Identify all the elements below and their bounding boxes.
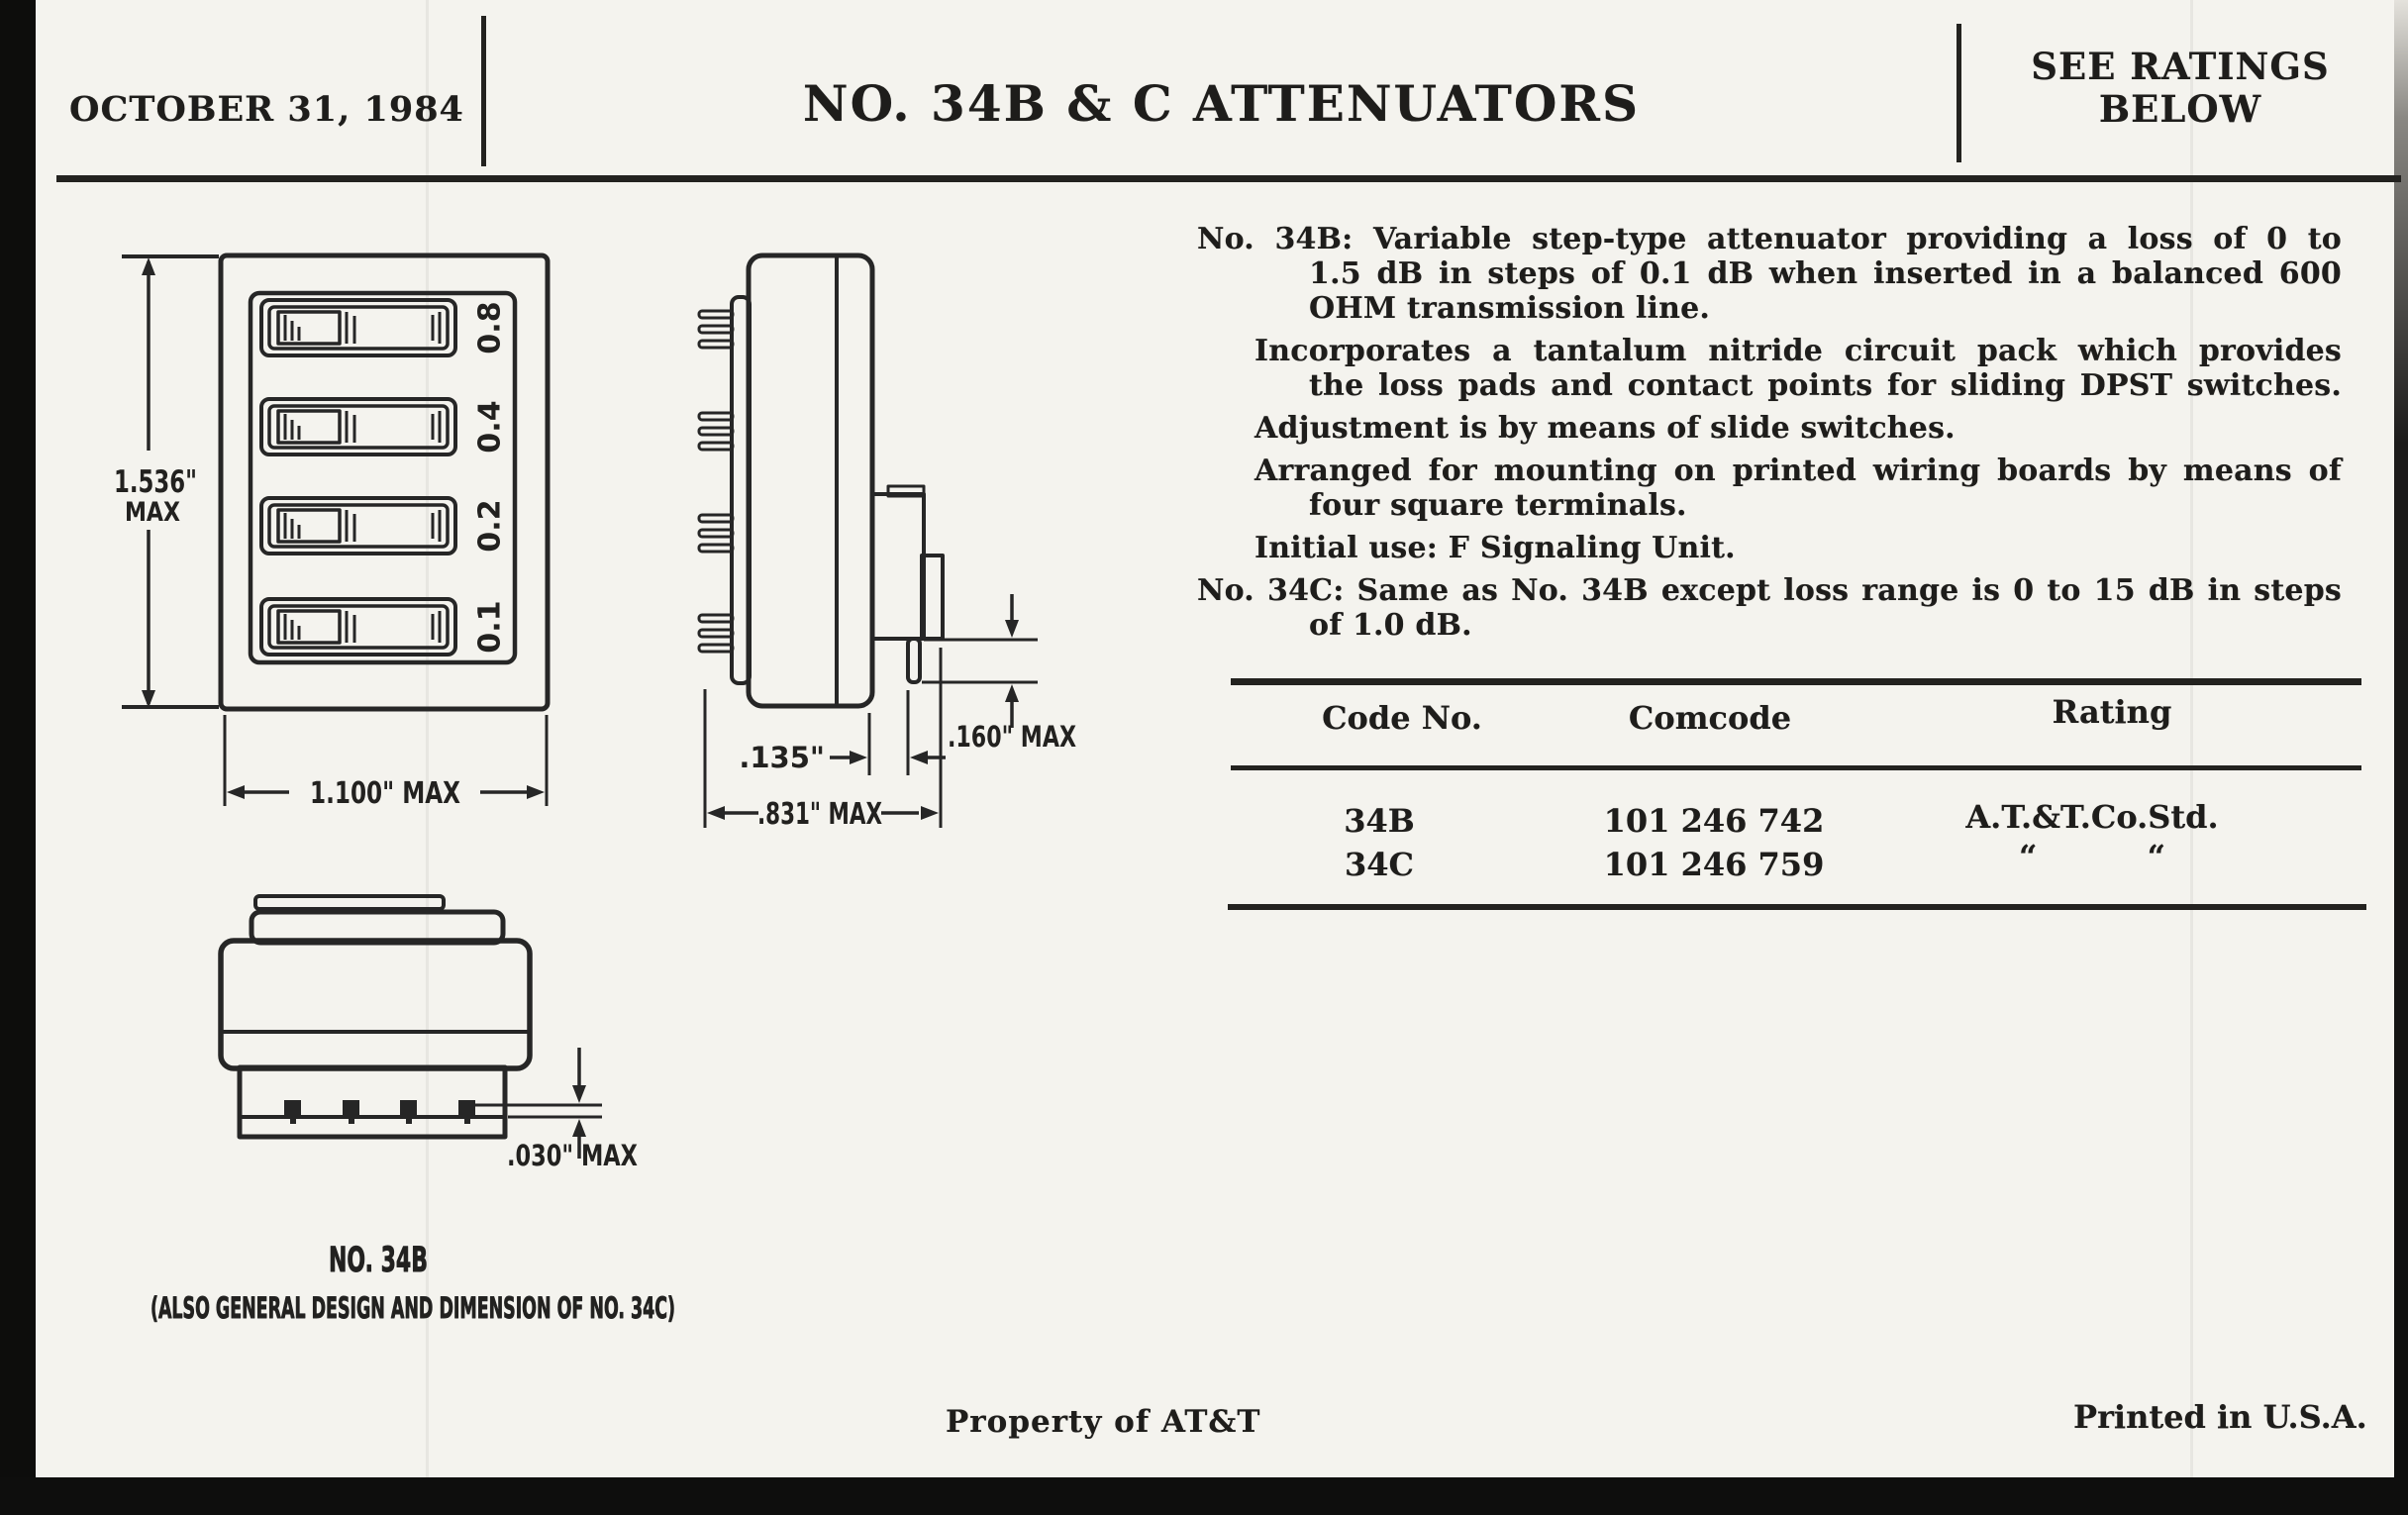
table-row-rating-ditto: “ “ (2019, 838, 2165, 875)
description-block (1197, 222, 2342, 643)
table-row-comcode: 101 246 742 (1603, 802, 1825, 840)
printed-note: Printed in U.S.A. (2073, 1398, 2367, 1436)
height-dim-max-label: MAX (125, 497, 181, 528)
description-line: Initial use: F Signaling Unit. (1254, 531, 1736, 565)
description-line: No. 34B: Variable step-type attenuator providing a loss of 0 to (1197, 222, 2342, 256)
scan-border-bottom (0, 1477, 2408, 1515)
description-line: of 1.0 dB. (1309, 608, 1472, 643)
table-row-code: 34B (1344, 802, 1415, 840)
switch-value-label: 0.2 (472, 499, 508, 553)
switch-value-label: 0.8 (472, 301, 508, 354)
scan-fold-line (426, 0, 429, 1477)
drawing-caption-subtitle: (ALSO GENERAL DESIGN AND DIMENSION OF NO. 34C) (150, 1291, 675, 1325)
description-line: OHM transmission line. (1309, 291, 1711, 326)
description-line: 1.5 dB in steps of 0.1 dB when inserted in a balanced 600 (1309, 256, 2342, 291)
table-rule-header (1231, 765, 2361, 770)
description-line: No. 34C: Same as No. 34B except loss range is 0 to 15 dB in steps (1197, 573, 2342, 608)
width-dim-label: 1.100" MAX (310, 776, 460, 811)
terminal-offset-dim-label: .160" MAX (948, 720, 1076, 754)
property-note: Property of AT&T (946, 1404, 1261, 1440)
col-header-comcode: Comcode (1628, 699, 1792, 737)
table-row-rating: A.T.&T.Co.Std. (1965, 798, 2219, 836)
table-row-code: 34C (1345, 846, 1414, 883)
header-divider-left (481, 16, 486, 166)
header-divider-right (1956, 24, 1961, 162)
body-depth-dim-label: .135" (739, 741, 825, 774)
col-header-code: Code No. (1322, 699, 1482, 737)
page-title: NO. 34B & C ATTENUATORS (802, 74, 1641, 133)
switch-value-label: 0.1 (472, 600, 508, 654)
ratings-note (1972, 46, 2388, 131)
ratings-note-line2: BELOW (2098, 87, 2262, 131)
terminal-height-dim-label: .030" MAX (507, 1139, 638, 1172)
issue-date: OCTOBER 31, 1984 (69, 89, 464, 130)
table-rule-bottom (1228, 904, 2366, 910)
ratings-note-line1: SEE RATINGS (2031, 45, 2330, 88)
table-rule-top (1231, 678, 2361, 685)
switch-value-label: 0.4 (472, 400, 508, 454)
description-line: Adjustment is by means of slide switches. (1254, 411, 1956, 446)
description-line: the loss pads and contact points for sliding DPST switches. (1309, 368, 2342, 403)
table-row-comcode: 101 246 759 (1603, 846, 1825, 883)
header-rule (56, 175, 2401, 182)
description-line: four square terminals. (1309, 488, 1687, 523)
drawing-caption-title: NO. 34B (329, 1241, 428, 1280)
scan-border-right (2394, 0, 2408, 1477)
scan-border-left (0, 0, 36, 1515)
description-line: Incorporates a tantalum nitride circuit pack which provides (1254, 334, 2342, 368)
total-depth-dim-label: .831" MAX (757, 797, 882, 832)
col-header-rating: Rating (2052, 693, 2172, 731)
height-dim-label: 1.536" (114, 464, 197, 500)
description-line: Arranged for mounting on printed wiring boards by means of (1254, 454, 2342, 488)
